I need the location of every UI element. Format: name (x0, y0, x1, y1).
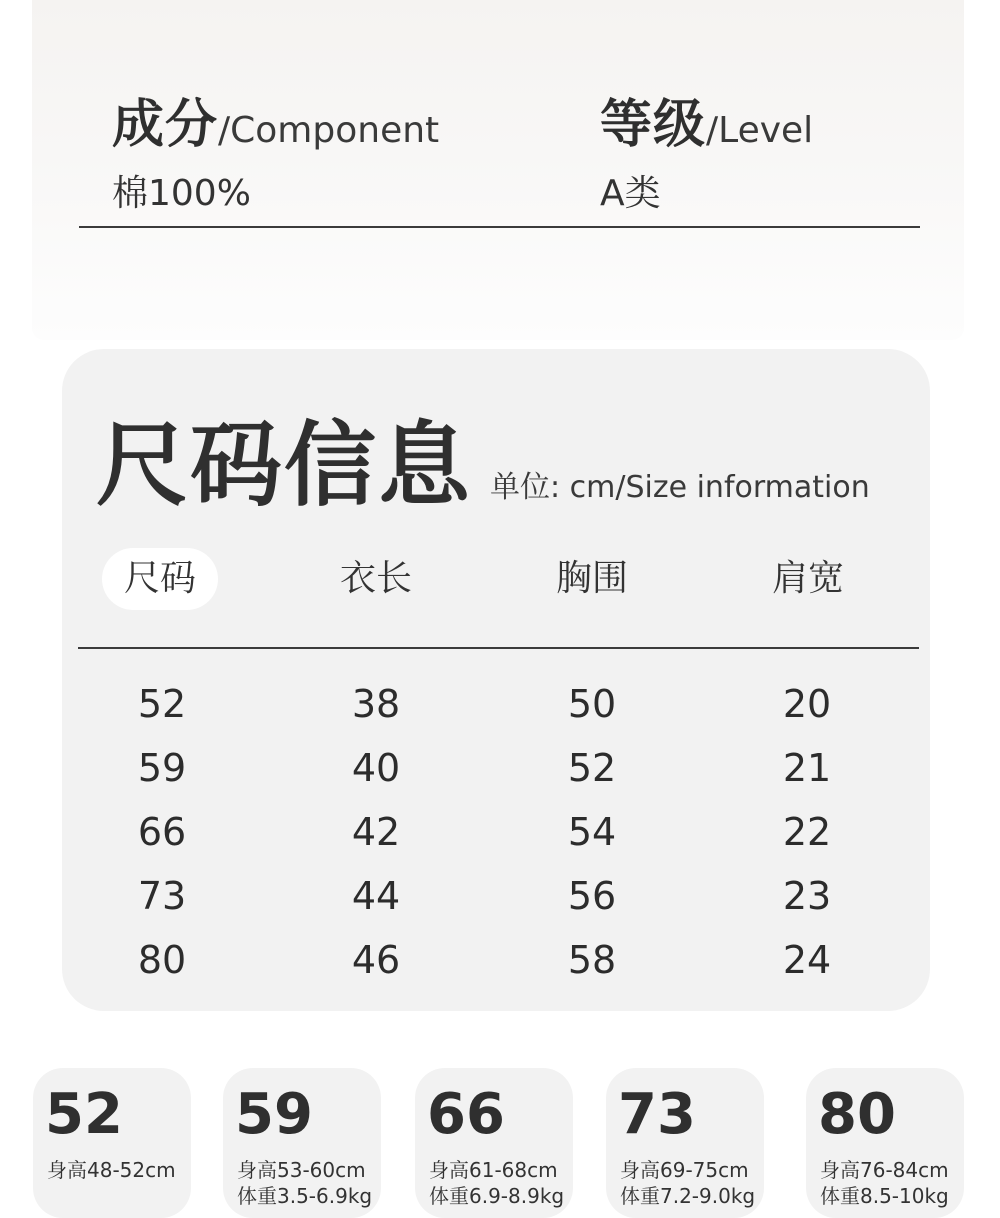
table-cell: 20 (782, 682, 832, 726)
header-length: 衣长 (339, 558, 412, 599)
tile-weight-range: 体重8.5-10kg (820, 1184, 949, 1208)
table-cell: 56 (567, 874, 617, 918)
table-cell: 54 (567, 810, 617, 854)
table-cell: 52 (137, 682, 187, 726)
tile-weight-range: 体重3.5-6.9kg (237, 1184, 373, 1208)
level-title-cn: 等级 (600, 95, 707, 155)
table-divider (78, 647, 919, 649)
size-tile-52 (33, 1068, 191, 1218)
table-cell: 22 (782, 810, 832, 854)
level-block (600, 82, 813, 216)
table-cell: 42 (351, 810, 401, 854)
size-info-title: 尺码信息 (96, 412, 473, 519)
tile-size-number: 66 (427, 1082, 505, 1147)
table-cell: 46 (351, 938, 401, 982)
material-divider (79, 226, 920, 228)
level-value: A类 (600, 173, 661, 214)
header-shoulder: 肩宽 (771, 558, 844, 599)
table-cell: 44 (351, 874, 401, 918)
component-value: 棉100% (112, 173, 251, 214)
size-tile-66 (415, 1068, 573, 1218)
table-cell: 58 (567, 938, 617, 982)
table-cell: 73 (137, 874, 187, 918)
table-cell: 52 (567, 746, 617, 790)
table-cell: 50 (567, 682, 617, 726)
component-title-cn: 成分 (112, 95, 219, 155)
table-cell: 24 (782, 938, 832, 982)
table-cell: 80 (137, 938, 187, 982)
tile-height-range: 身高61-68cm (429, 1158, 558, 1182)
table-cell: 23 (782, 874, 832, 918)
component-block (112, 82, 439, 216)
tile-height-range: 身高76-84cm (820, 1158, 949, 1182)
header-size: 尺码 (102, 548, 218, 610)
tile-size-number: 80 (818, 1082, 896, 1147)
size-info-subtitle: 单位: cm/Size information (490, 470, 870, 505)
level-title-en: /Level (706, 110, 814, 151)
table-cell: 59 (137, 746, 187, 790)
tile-height-range: 身高69-75cm (620, 1158, 749, 1182)
tile-size-number: 59 (235, 1082, 313, 1147)
size-tile-59 (223, 1068, 381, 1218)
tile-height-range: 身高53-60cm (237, 1158, 366, 1182)
component-title-en: /Component (218, 110, 440, 151)
table-cell: 21 (782, 746, 832, 790)
tile-weight-range: 体重6.9-8.9kg (429, 1184, 565, 1208)
tile-size-number: 73 (618, 1082, 696, 1147)
tile-height-range: 身高48-52cm (47, 1158, 176, 1182)
table-cell: 66 (137, 810, 187, 854)
tile-size-number: 52 (45, 1082, 123, 1147)
size-tile-73 (606, 1068, 764, 1218)
header-chest: 胸围 (555, 558, 628, 599)
table-cell: 38 (351, 682, 401, 726)
table-cell: 40 (351, 746, 401, 790)
size-tile-80 (806, 1068, 964, 1218)
size-info-heading (96, 392, 870, 524)
tile-weight-range: 体重7.2-9.0kg (620, 1184, 756, 1208)
